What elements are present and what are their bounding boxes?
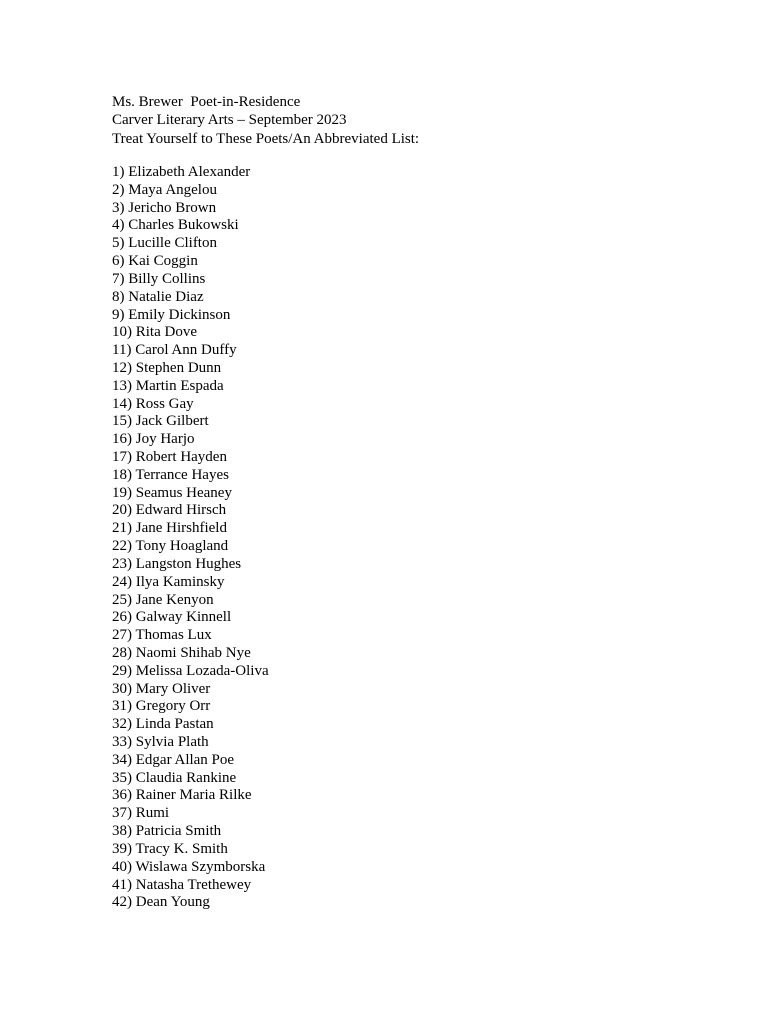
list-item: 1) Elizabeth Alexander <box>112 164 251 180</box>
list-item: 19) Seamus Heaney <box>112 484 232 501</box>
list-item: 12) Stephen Dunn <box>112 359 222 376</box>
list-item: 25) Jane Kenyon <box>112 591 214 608</box>
list-item: 30) Mary Oliver <box>112 680 211 697</box>
list-item: 9) Emily Dickinson <box>112 306 231 323</box>
list-item: 20) Edward Hirsch <box>112 502 227 519</box>
list-item: 8) Natalie Diaz <box>112 288 204 305</box>
list-item: 29) Melissa Lozada-Oliva <box>112 662 269 679</box>
list-item: 6) Kai Coggin <box>112 253 198 270</box>
list-item: 13) Martin Espada <box>112 377 224 394</box>
list-item: 39) Tracy K. Smith <box>112 840 228 857</box>
list-item: 31) Gregory Orr <box>112 698 211 715</box>
list-item: 16) Joy Harjo <box>112 431 195 448</box>
list-item: 11) Carol Ann Duffy <box>112 342 237 359</box>
list-item: 5) Lucille Clifton <box>112 235 217 252</box>
list-item: 33) Sylvia Plath <box>112 734 209 750</box>
list-item: 34) Edgar Allan Poe <box>112 751 235 768</box>
list-item: 10) Rita Dove <box>112 324 197 341</box>
list-item: 22) Tony Hoagland <box>112 538 229 555</box>
list-item: 37) Rumi <box>112 805 170 822</box>
list-item: 41) Natasha Trethewey <box>112 876 252 893</box>
header-line-author: Ms. Brewer Poet-in-Residence <box>112 94 301 110</box>
list-item: 3) Jericho Brown <box>112 199 217 216</box>
list-item: 32) Linda Pastan <box>112 716 214 733</box>
list-item: 21) Jane Hirshfield <box>112 520 227 537</box>
list-item: 27) Thomas Lux <box>112 627 212 644</box>
list-item: 23) Langston Hughes <box>112 555 242 572</box>
list-item: 14) Ross Gay <box>112 395 194 412</box>
list-item: 17) Robert Hayden <box>112 449 227 465</box>
list-item: 2) Maya Angelou <box>112 181 217 198</box>
header-line-program: Carver Literary Arts – September 2023 <box>112 112 347 129</box>
list-item: 35) Claudia Rankine <box>112 769 237 786</box>
list-item: 26) Galway Kinnell <box>112 609 232 626</box>
list-item: 40) Wislawa Szymborska <box>112 858 266 875</box>
list-item: 15) Jack Gilbert <box>112 413 209 430</box>
list-item: 24) Ilya Kaminsky <box>112 573 225 590</box>
list-item: 4) Charles Bukowski <box>112 217 239 234</box>
list-item: 18) Terrance Hayes <box>112 466 229 483</box>
document-header <box>112 93 419 148</box>
header-line-title: Treat Yourself to These Poets/An Abbreviated List: <box>112 130 420 147</box>
list-item: 38) Patricia Smith <box>112 823 222 840</box>
list-item: 7) Billy Collins <box>112 270 206 287</box>
list-item: 42) Dean Young <box>112 894 210 911</box>
list-item: 36) Rainer Maria Rilke <box>112 787 252 804</box>
poet-list <box>112 164 269 912</box>
list-item: 28) Naomi Shihab Nye <box>112 644 251 661</box>
